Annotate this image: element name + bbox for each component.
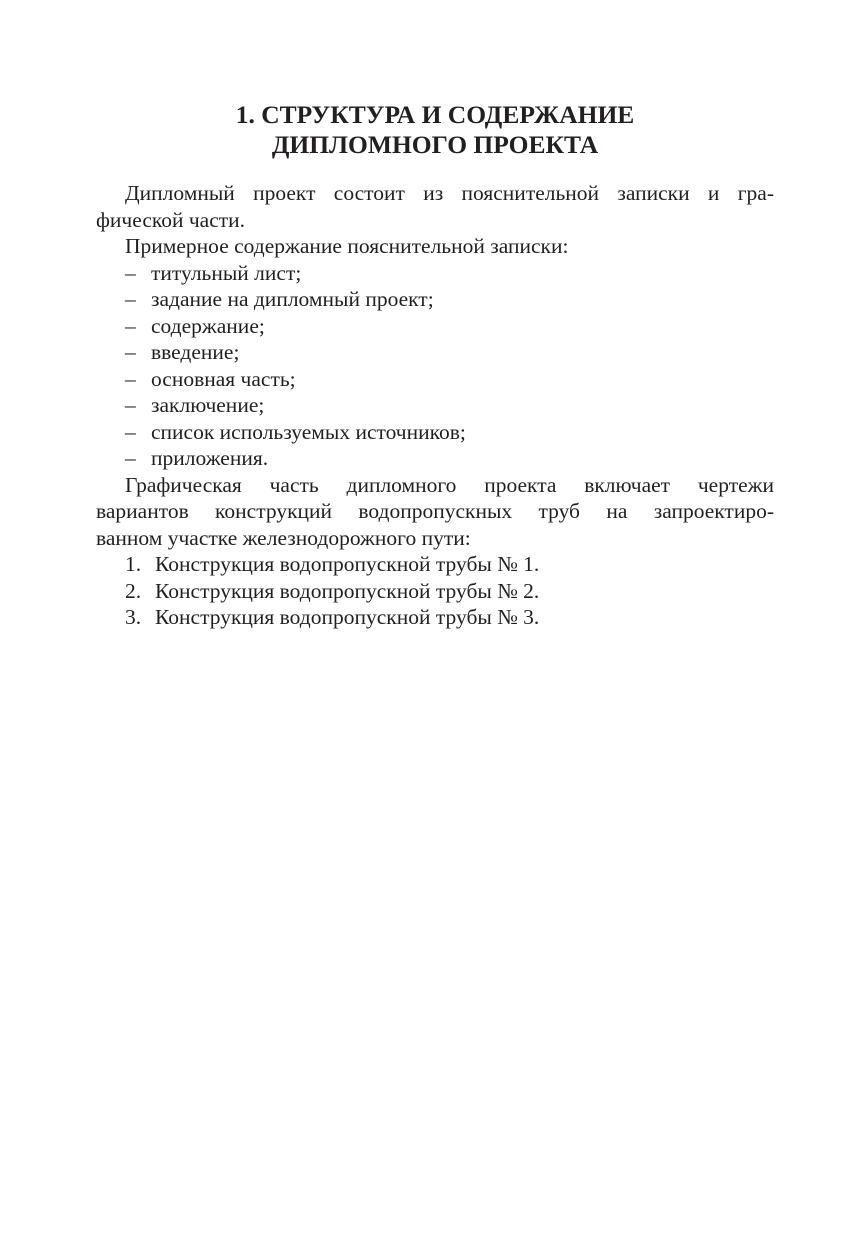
dash-marker: – — [125, 313, 136, 338]
contents-intro: Примерное содержание пояснительной записки: — [125, 234, 569, 258]
dash-marker: – — [125, 260, 136, 285]
graphic-line-1: Графическая часть дипломного проекта включает чертежи — [125, 472, 774, 497]
list-item-text: приложения. — [151, 446, 269, 470]
list-item-text: Конструкция водопропускной трубы № 2. — [155, 578, 540, 603]
list-item — [96, 260, 774, 287]
item-number: 1. — [125, 552, 142, 576]
list-item-text: содержание; — [151, 313, 265, 338]
graphic-line-2: вариантов конструкций водопропускных труб на запроектиро- — [96, 499, 774, 523]
intro-line-1: Дипломный проект состоит из пояснительной записки и гра- — [125, 181, 774, 205]
list-item — [96, 392, 774, 419]
list-item-text: основная часть; — [151, 366, 296, 391]
dash-marker: – — [125, 446, 136, 470]
list-item — [96, 578, 774, 605]
list-item — [96, 604, 774, 631]
list-item-text: введение; — [151, 340, 240, 364]
list-item-text: Конструкция водопропускной трубы № 3. — [155, 605, 540, 629]
document-page — [96, 100, 774, 631]
dash-marker: – — [125, 340, 136, 364]
list-item — [96, 313, 774, 340]
section-body — [96, 180, 774, 631]
section-heading — [96, 100, 774, 160]
list-item — [96, 551, 774, 578]
list-item — [96, 419, 774, 446]
list-item-text: заключение; — [151, 393, 265, 417]
list-item-text: титульный лист; — [151, 260, 302, 285]
list-item — [96, 445, 774, 472]
list-item — [96, 366, 774, 393]
drawings-list — [96, 551, 774, 631]
list-item-text: Конструкция водопропускной трубы № 1. — [155, 552, 540, 576]
graphic-line-3: ванном участке железнодорожного пути: — [96, 525, 471, 550]
item-number: 2. — [125, 578, 142, 603]
item-number: 3. — [125, 605, 142, 629]
dash-marker: – — [125, 287, 136, 311]
dash-marker: – — [125, 366, 136, 391]
list-item-text: задание на дипломный проект; — [151, 287, 434, 311]
contents-list — [96, 260, 774, 472]
heading-line-2: ДИПЛОМНОГО ПРОЕКТА — [271, 130, 599, 159]
intro-line-2: фической части. — [96, 207, 246, 232]
dash-marker: – — [125, 419, 136, 444]
intro-paragraph — [96, 180, 774, 233]
dash-marker: – — [125, 393, 136, 417]
list-item-text: список используемых источников; — [151, 419, 466, 444]
list-item — [96, 339, 774, 366]
heading-line-1: 1. СТРУКТУРА И СОДЕРЖАНИЕ — [235, 100, 635, 129]
graphic-paragraph — [96, 472, 774, 552]
list-item — [96, 286, 774, 313]
